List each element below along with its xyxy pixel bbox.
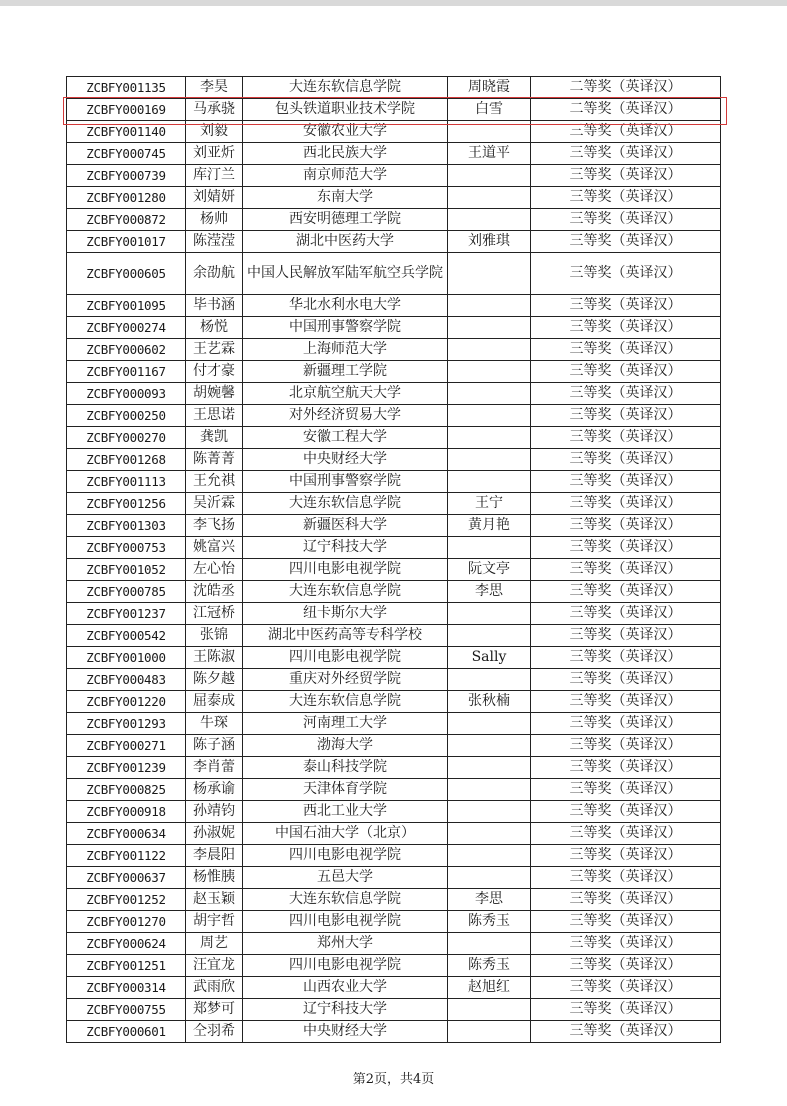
entry-id-cell: ZCBFY000314 [67,977,186,999]
school-cell: 泰山科技学院 [243,757,448,779]
award-cell: 三等奖（英译汉） [531,121,721,143]
school-cell: 山西农业大学 [243,977,448,999]
teacher-cell [448,999,531,1021]
name-cell: 沈皓丞 [186,581,243,603]
school-cell: 郑州大学 [243,933,448,955]
name-cell: 王陈淑 [186,647,243,669]
table-row [67,559,721,581]
teacher-cell [448,427,531,449]
table-row [67,143,721,165]
teacher-cell: Sally [448,647,531,669]
table-row [67,209,721,231]
award-cell: 三等奖（英译汉） [531,317,721,339]
name-cell: 姚富兴 [186,537,243,559]
name-cell: 陈滢滢 [186,231,243,253]
table-row [67,713,721,735]
name-cell: 龚凯 [186,427,243,449]
teacher-cell [448,845,531,867]
award-cell: 三等奖（英译汉） [531,427,721,449]
name-cell: 杨承谕 [186,779,243,801]
table-row [67,779,721,801]
name-cell: 李晨阳 [186,845,243,867]
entry-id-cell: ZCBFY001280 [67,187,186,209]
school-cell: 天津体育学院 [243,779,448,801]
entry-id-cell: ZCBFY001000 [67,647,186,669]
teacher-cell [448,121,531,143]
school-cell: 重庆对外经贸学院 [243,669,448,691]
entry-id-cell: ZCBFY001252 [67,889,186,911]
school-cell: 大连东软信息学院 [243,493,448,515]
entry-id-cell: ZCBFY000739 [67,165,186,187]
teacher-cell: 阮文亭 [448,559,531,581]
table-row [67,801,721,823]
top-edge-bar [0,0,787,6]
teacher-cell: 陈秀玉 [448,955,531,977]
entry-id-cell: ZCBFY000918 [67,801,186,823]
school-cell: 大连东软信息学院 [243,581,448,603]
teacher-cell: 周晓霞 [448,77,531,99]
teacher-cell: 王宁 [448,493,531,515]
name-cell: 孙淑妮 [186,823,243,845]
award-cell: 三等奖（英译汉） [531,669,721,691]
award-cell: 三等奖（英译汉） [531,845,721,867]
entry-id-cell: ZCBFY001167 [67,361,186,383]
entry-id-cell: ZCBFY000271 [67,735,186,757]
name-cell: 李肖蕾 [186,757,243,779]
award-cell: 三等奖（英译汉） [531,823,721,845]
name-cell: 江冠桥 [186,603,243,625]
teacher-cell [448,867,531,889]
teacher-cell: 黄月艳 [448,515,531,537]
entry-id-cell: ZCBFY000872 [67,209,186,231]
name-cell: 杨惟胰 [186,867,243,889]
table-row [67,757,721,779]
entry-id-cell: ZCBFY001293 [67,713,186,735]
entry-id-cell: ZCBFY001140 [67,121,186,143]
teacher-cell [448,339,531,361]
entry-id-cell: ZCBFY001256 [67,493,186,515]
school-cell: 四川电影电视学院 [243,845,448,867]
school-cell: 中国刑事警察学院 [243,471,448,493]
table-row [67,99,721,121]
award-cell: 三等奖（英译汉） [531,955,721,977]
table-row [67,889,721,911]
table-row [67,471,721,493]
table-row [67,361,721,383]
school-cell: 安徽工程大学 [243,427,448,449]
entry-id-cell: ZCBFY001220 [67,691,186,713]
award-cell: 二等奖（英译汉） [531,77,721,99]
table-row [67,449,721,471]
teacher-cell: 张秋楠 [448,691,531,713]
entry-id-cell: ZCBFY000634 [67,823,186,845]
award-cell: 三等奖（英译汉） [531,471,721,493]
award-cell: 三等奖（英译汉） [531,231,721,253]
school-cell: 对外经济贸易大学 [243,405,448,427]
school-cell: 渤海大学 [243,735,448,757]
name-cell: 库汀兰 [186,165,243,187]
school-cell: 西北工业大学 [243,801,448,823]
teacher-cell: 李思 [448,581,531,603]
table-row [67,515,721,537]
entry-id-cell: ZCBFY000602 [67,339,186,361]
table-row [67,911,721,933]
name-cell: 李飞扬 [186,515,243,537]
name-cell: 胡婉馨 [186,383,243,405]
entry-id-cell: ZCBFY000753 [67,537,186,559]
table-row [67,317,721,339]
school-cell: 安徽农业大学 [243,121,448,143]
name-cell: 陈子涵 [186,735,243,757]
entry-id-cell: ZCBFY001251 [67,955,186,977]
teacher-cell [448,295,531,317]
school-cell: 华北水利水电大学 [243,295,448,317]
award-cell: 三等奖（英译汉） [531,515,721,537]
entry-id-cell: ZCBFY001095 [67,295,186,317]
award-cell: 三等奖（英译汉） [531,361,721,383]
table-row [67,735,721,757]
school-cell: 中国刑事警察学院 [243,317,448,339]
table-row [67,121,721,143]
award-cell: 三等奖（英译汉） [531,339,721,361]
name-cell: 刘婧妍 [186,187,243,209]
award-table-body [67,77,721,1043]
award-cell: 三等奖（英译汉） [531,867,721,889]
school-cell: 四川电影电视学院 [243,559,448,581]
school-cell: 上海师范大学 [243,339,448,361]
award-cell: 三等奖（英译汉） [531,253,721,295]
teacher-cell: 陈秀玉 [448,911,531,933]
award-cell: 三等奖（英译汉） [531,449,721,471]
name-cell: 张锦 [186,625,243,647]
award-cell: 三等奖（英译汉） [531,977,721,999]
teacher-cell: 王道平 [448,143,531,165]
entry-id-cell: ZCBFY001113 [67,471,186,493]
award-cell: 三等奖（英译汉） [531,713,721,735]
school-cell: 北京航空航天大学 [243,383,448,405]
teacher-cell [448,361,531,383]
entry-id-cell: ZCBFY000745 [67,143,186,165]
school-cell: 西北民族大学 [243,143,448,165]
teacher-cell [448,209,531,231]
award-cell: 三等奖（英译汉） [531,405,721,427]
entry-id-cell: ZCBFY001270 [67,911,186,933]
teacher-cell [448,449,531,471]
name-cell: 陈菁菁 [186,449,243,471]
school-cell: 东南大学 [243,187,448,209]
page-footer: 第2页，共4页 [352,1072,435,1087]
award-cell: 三等奖（英译汉） [531,581,721,603]
name-cell: 汪宜龙 [186,955,243,977]
name-cell: 杨帅 [186,209,243,231]
table-row [67,669,721,691]
award-cell: 三等奖（英译汉） [531,647,721,669]
award-cell: 三等奖（英译汉） [531,143,721,165]
entry-id-cell: ZCBFY000169 [67,99,186,121]
school-cell: 包头铁道职业技术学院 [243,99,448,121]
teacher-cell [448,471,531,493]
school-cell: 纽卡斯尔大学 [243,603,448,625]
school-cell: 中国石油大学（北京） [243,823,448,845]
table-row [67,383,721,405]
table-row [67,493,721,515]
name-cell: 王允祺 [186,471,243,493]
name-cell: 毕书涵 [186,295,243,317]
entry-id-cell: ZCBFY000483 [67,669,186,691]
school-cell: 中国人民解放军陆军航空兵学院 [243,253,448,295]
teacher-cell [448,625,531,647]
name-cell: 付才豪 [186,361,243,383]
entry-id-cell: ZCBFY001268 [67,449,186,471]
entry-id-cell: ZCBFY001135 [67,77,186,99]
award-cell: 二等奖（英译汉） [531,99,721,121]
award-cell: 三等奖（英译汉） [531,801,721,823]
award-cell: 三等奖（英译汉） [531,735,721,757]
school-cell: 辽宁科技大学 [243,999,448,1021]
table-row [67,537,721,559]
teacher-cell [448,823,531,845]
name-cell: 陈夕越 [186,669,243,691]
name-cell: 左心怡 [186,559,243,581]
award-list-table [66,76,721,1043]
school-cell: 大连东软信息学院 [243,889,448,911]
award-cell: 三等奖（英译汉） [531,889,721,911]
school-cell: 新疆理工学院 [243,361,448,383]
teacher-cell [448,801,531,823]
name-cell: 李昊 [186,77,243,99]
table-row [67,603,721,625]
teacher-cell [448,165,531,187]
award-cell: 三等奖（英译汉） [531,187,721,209]
school-cell: 南京师范大学 [243,165,448,187]
school-cell: 五邑大学 [243,867,448,889]
teacher-cell [448,253,531,295]
teacher-cell [448,735,531,757]
teacher-cell [448,757,531,779]
name-cell: 杨悦 [186,317,243,339]
teacher-cell [448,537,531,559]
entry-id-cell: ZCBFY000624 [67,933,186,955]
entry-id-cell: ZCBFY000250 [67,405,186,427]
name-cell: 屈泰成 [186,691,243,713]
award-cell: 三等奖（英译汉） [531,625,721,647]
award-cell: 三等奖（英译汉） [531,933,721,955]
table-row [67,977,721,999]
award-cell: 三等奖（英译汉） [531,999,721,1021]
table-row [67,823,721,845]
school-cell: 河南理工大学 [243,713,448,735]
entry-id-cell: ZCBFY001303 [67,515,186,537]
table-row [67,581,721,603]
school-cell: 西安明德理工学院 [243,209,448,231]
entry-id-cell: ZCBFY000825 [67,779,186,801]
name-cell: 马承骁 [186,99,243,121]
table-row [67,253,721,295]
name-cell: 武雨欣 [186,977,243,999]
table-row [67,999,721,1021]
name-cell: 余劭航 [186,253,243,295]
school-cell: 大连东软信息学院 [243,77,448,99]
name-cell: 刘亚炘 [186,143,243,165]
teacher-cell [448,669,531,691]
table-row [67,625,721,647]
school-cell: 中央财经大学 [243,449,448,471]
school-cell: 大连东软信息学院 [243,691,448,713]
school-cell: 中央财经大学 [243,1021,448,1043]
entry-id-cell: ZCBFY000785 [67,581,186,603]
teacher-cell: 白雪 [448,99,531,121]
table-row [67,295,721,317]
award-cell: 三等奖（英译汉） [531,383,721,405]
entry-id-cell: ZCBFY001237 [67,603,186,625]
teacher-cell [448,187,531,209]
table-row [67,933,721,955]
teacher-cell [448,779,531,801]
award-cell: 三等奖（英译汉） [531,779,721,801]
entry-id-cell: ZCBFY000270 [67,427,186,449]
table-row [67,691,721,713]
entry-id-cell: ZCBFY001052 [67,559,186,581]
award-cell: 三等奖（英译汉） [531,911,721,933]
award-cell: 三等奖（英译汉） [531,603,721,625]
award-cell: 三等奖（英译汉） [531,537,721,559]
award-cell: 三等奖（英译汉） [531,691,721,713]
entry-id-cell: ZCBFY000274 [67,317,186,339]
teacher-cell: 赵旭红 [448,977,531,999]
table-row [67,1021,721,1043]
table-row [67,845,721,867]
table-row [67,77,721,99]
entry-id-cell: ZCBFY000093 [67,383,186,405]
school-cell: 四川电影电视学院 [243,911,448,933]
teacher-cell [448,1021,531,1043]
entry-id-cell: ZCBFY000605 [67,253,186,295]
entry-id-cell: ZCBFY001122 [67,845,186,867]
name-cell: 刘毅 [186,121,243,143]
table-row [67,427,721,449]
school-cell: 辽宁科技大学 [243,537,448,559]
table-row [67,955,721,977]
name-cell: 吴沂霖 [186,493,243,515]
teacher-cell: 李思 [448,889,531,911]
award-cell: 三等奖（英译汉） [531,165,721,187]
award-cell: 三等奖（英译汉） [531,1021,721,1043]
table-row [67,339,721,361]
teacher-cell [448,405,531,427]
name-cell: 牛琛 [186,713,243,735]
entry-id-cell: ZCBFY001239 [67,757,186,779]
table-row [67,165,721,187]
teacher-cell [448,713,531,735]
award-cell: 三等奖（英译汉） [531,757,721,779]
name-cell: 仝羽希 [186,1021,243,1043]
table-row [67,647,721,669]
name-cell: 郑梦可 [186,999,243,1021]
teacher-cell [448,603,531,625]
name-cell: 周艺 [186,933,243,955]
table-row [67,405,721,427]
entry-id-cell: ZCBFY000755 [67,999,186,1021]
name-cell: 王思诺 [186,405,243,427]
school-cell: 四川电影电视学院 [243,955,448,977]
award-cell: 三等奖（英译汉） [531,209,721,231]
award-cell: 三等奖（英译汉） [531,493,721,515]
award-cell: 三等奖（英译汉） [531,559,721,581]
entry-id-cell: ZCBFY000542 [67,625,186,647]
table-row [67,867,721,889]
teacher-cell [448,383,531,405]
name-cell: 胡宇哲 [186,911,243,933]
entry-id-cell: ZCBFY001017 [67,231,186,253]
name-cell: 孙靖钧 [186,801,243,823]
table-row [67,231,721,253]
school-cell: 湖北中医药高等专科学校 [243,625,448,647]
table-row [67,187,721,209]
teacher-cell: 刘雅琪 [448,231,531,253]
teacher-cell [448,317,531,339]
name-cell: 王艺霖 [186,339,243,361]
school-cell: 新疆医科大学 [243,515,448,537]
name-cell: 赵玉颖 [186,889,243,911]
school-cell: 四川电影电视学院 [243,647,448,669]
school-cell: 湖北中医药大学 [243,231,448,253]
entry-id-cell: ZCBFY000637 [67,867,186,889]
teacher-cell [448,933,531,955]
entry-id-cell: ZCBFY000601 [67,1021,186,1043]
award-cell: 三等奖（英译汉） [531,295,721,317]
